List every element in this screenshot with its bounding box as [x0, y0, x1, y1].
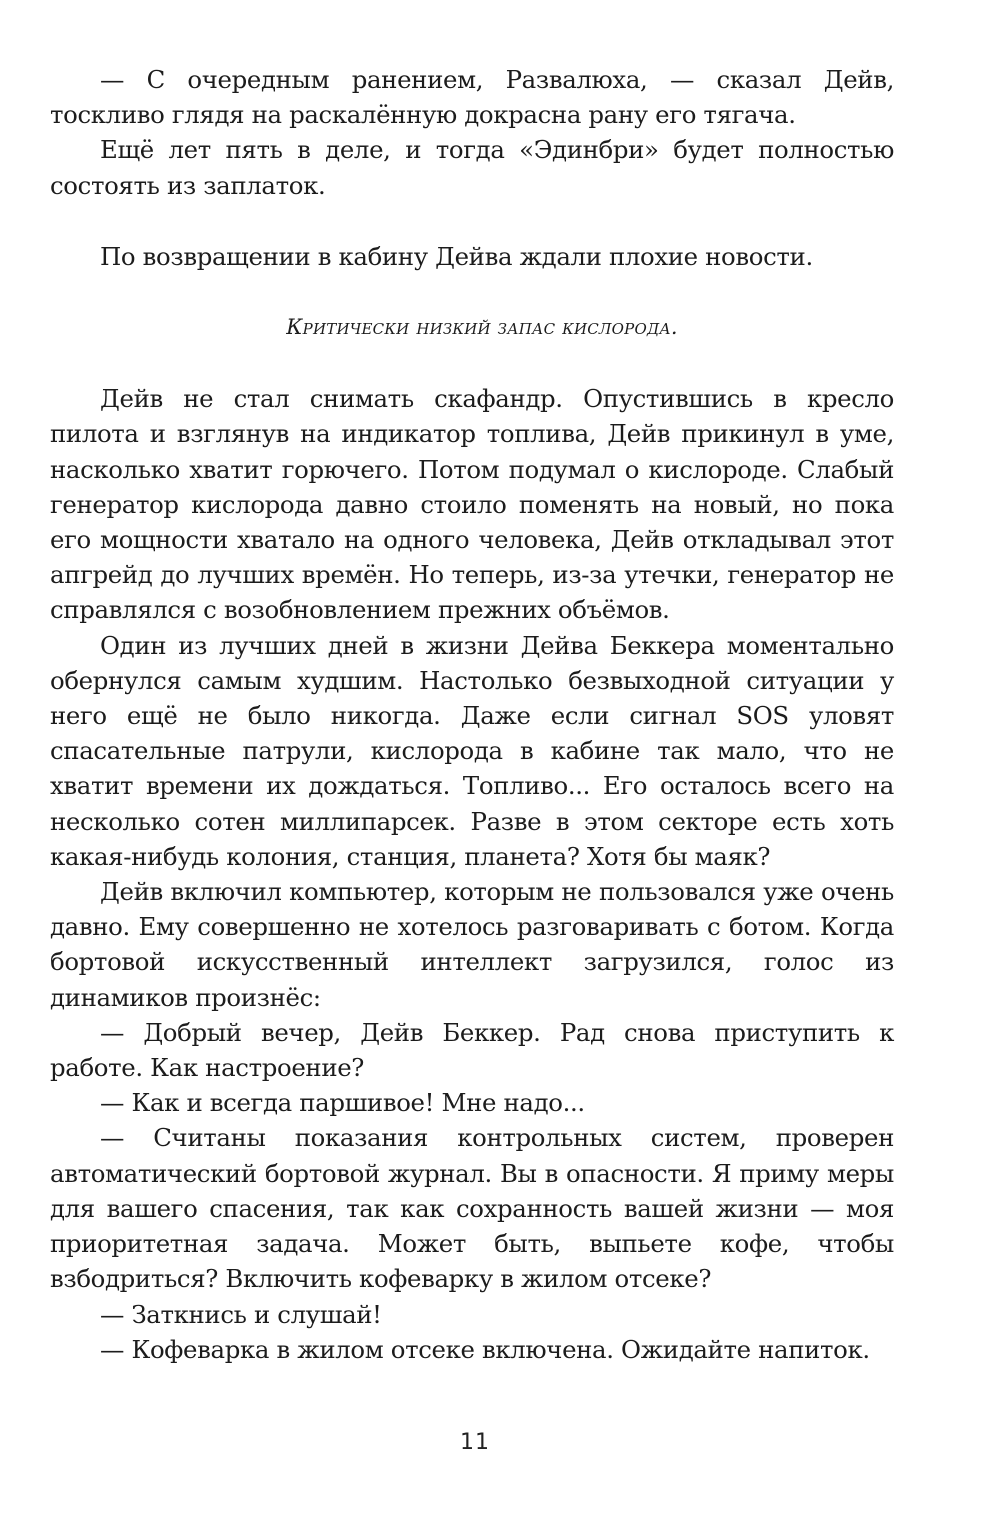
paragraph-dialogue-wound: — С очередным ранением, Развалюха, — сказал Дейв, тоскливо глядя на раскалённую докрасна рану его тягача.	[50, 65, 894, 130]
blank-line	[50, 203, 894, 239]
paragraph-bad-news: По возвращении в кабину Дейва ждали плохие новости.	[100, 241, 813, 271]
page-number: 11	[460, 1430, 490, 1455]
paragraph-coffee-on: — Кофеварка в жилом отсеке включена. Ожидайте напиток.	[100, 1334, 870, 1364]
paragraph-patches: Ещё лет пять в деле, и тогда «Эдинбри» будет полностью состоять из заплаток.	[50, 135, 894, 200]
paragraph-shut-up: — Заткнись и слушай!	[100, 1299, 382, 1329]
paragraph-ai-report: — Считаны показания контрольных систем, проверен автоматический бортовой журнал. Вы в опасности. Я приму меры для вашего спасения, так как сохранность вашей жизни — моя приоритетная задача. Может быть, выпьете кофе, чтобы взбодриться? Включить кофеварку в жилом отсеке?	[50, 1123, 894, 1294]
book-page-text	[50, 62, 894, 1367]
paragraph-worst-day: Один из лучших дней в жизни Дейва Беккера моментально обернулся самым худшим. Настолько безвыходной ситуации у него ещё не было никогда. Даже если сигнал SOS уловят спасательные патрули, кислорода в кабине так мало, что не хватит времени их дождаться. Топливо... Его осталось всего на несколько сотен миллипарсек. Разве в этом секторе есть хоть какая-нибудь колония, станция, планета? Хотя бы маяк?	[50, 630, 894, 871]
blank-line	[50, 345, 894, 381]
system-alert-heading: Критически низкий запас кислорода.	[286, 315, 678, 340]
paragraph-oxygen-generator: Дейв не стал снимать скафандр. Опустившись в кресло пилота и взглянув на индикатор топлива, Дейв прикинул в уме, насколько хватит горючего. Потом подумал о кислороде. Слабый генератор кислорода давно стоило поменять на новый, но пока его мощности хватало на одного человека, Дейв откладывал этот апгрейд до лучших времён. Но теперь, из-за утечки, генератор не справлялся с возобновлением прежних объёмов.	[50, 384, 894, 625]
paragraph-dave-reply: — Как и всегда паршивое! Мне надо...	[100, 1088, 585, 1118]
paragraph-ai-greeting: — Добрый вечер, Дейв Беккер. Рад снова приступить к работе. Как настроение?	[50, 1017, 894, 1083]
paragraph-computer-on: Дейв включил компьютер, которым не пользовался уже очень давно. Ему совершенно не хотелось разговаривать с ботом. Когда бортовой искусственный интеллект загрузился, голос из динамиков произнёс:	[50, 877, 894, 1012]
blank-line	[50, 274, 894, 310]
